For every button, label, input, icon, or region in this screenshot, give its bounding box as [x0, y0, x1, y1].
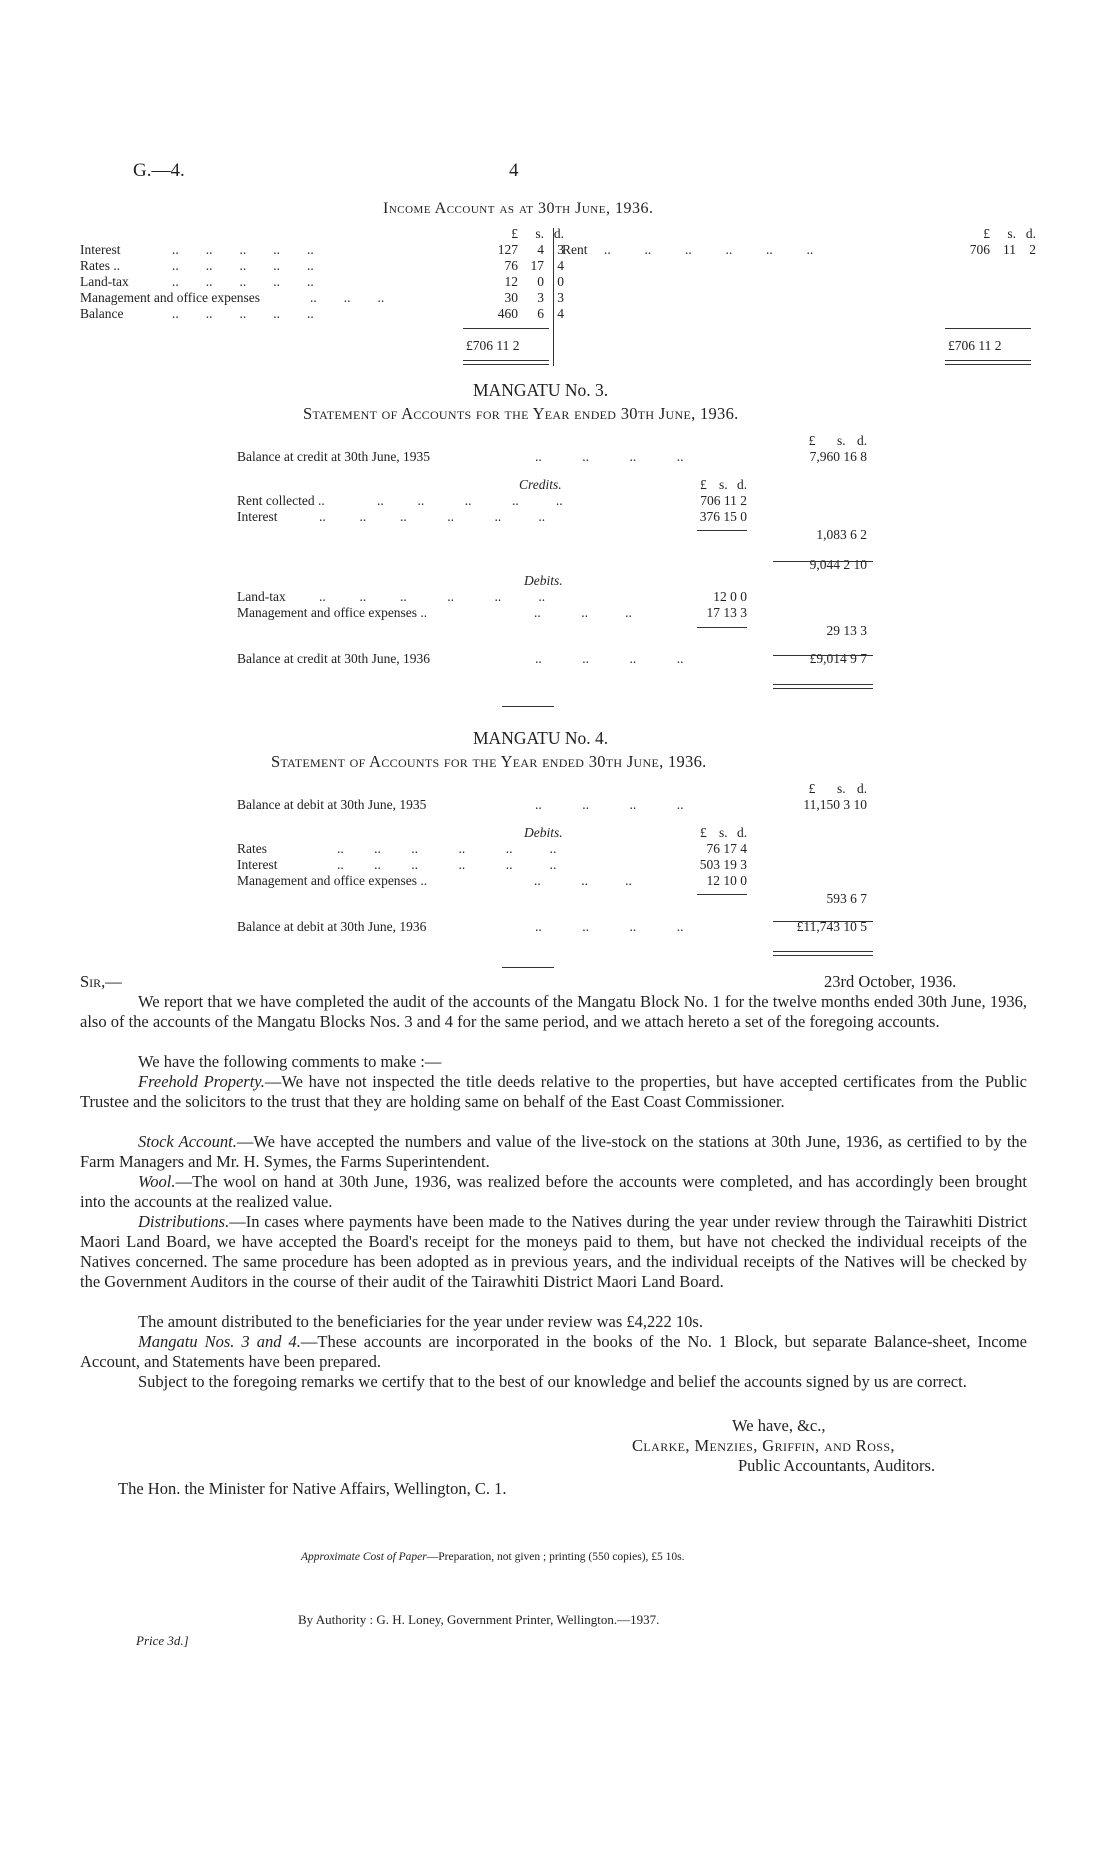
- row-label: Interest: [237, 509, 278, 524]
- double-rule: [945, 360, 1031, 365]
- amount: 12 10 0: [706, 873, 747, 888]
- income-account-debit-side: [80, 226, 564, 322]
- paragraph-heading: Wool.: [138, 1172, 176, 1191]
- amount: 17 13 3: [706, 605, 747, 620]
- mangatu3-heading: MANGATU No. 3.: [473, 380, 609, 400]
- amount: 7,960 16 8: [809, 449, 867, 464]
- row-label: Management and office expenses: [80, 290, 261, 305]
- page-number: 4: [509, 160, 519, 181]
- leader-dots: .. .. .. .. ..: [172, 274, 314, 289]
- double-rule: [773, 951, 873, 956]
- row-label: Rent: [562, 242, 588, 257]
- mangatu4-heading: MANGATU No. 4.: [473, 728, 609, 748]
- mangatu3-statement: [237, 433, 877, 667]
- mangatu3-subheading: Statement of Accounts for the Year ended 30th June, 1936.: [303, 404, 739, 423]
- salutation: Sir,—: [80, 972, 122, 991]
- mangatu4-subheading: Statement of Accounts for the Year ended 30th June, 1936.: [271, 752, 707, 771]
- mangatu4-statement: [237, 781, 877, 935]
- income-account-title: Income Account as at 30th June, 1936.: [383, 200, 654, 217]
- paragraph-amount: The amount distributed to the beneficiaries for the year under review was £4,222 10s.: [138, 1312, 703, 1331]
- amount: 706 11 2: [700, 493, 747, 508]
- paragraph-heading: Mangatu Nos. 3 and 4.: [138, 1332, 301, 1351]
- paragraph-heading: Distributions.: [138, 1212, 230, 1231]
- subtotal-row: [237, 557, 877, 573]
- debits-label: Debits.: [524, 825, 563, 840]
- leader-dots: .. .. ..: [534, 873, 632, 888]
- amount: 376 15 0: [699, 509, 747, 524]
- ledger-row: Management and office expenses .. .. .. 30 3 3: [80, 290, 564, 305]
- closing-phrase: We have, &c.,: [732, 1416, 826, 1435]
- debits-total: 593 6 7: [826, 891, 867, 906]
- row-label: Rates: [237, 841, 267, 856]
- double-rule: [773, 684, 873, 689]
- printer-authority: By Authority : G. H. Loney, Government Printer, Wellington.—1937.: [298, 1612, 660, 1627]
- paragraph-freehold: Freehold Property.—We have not inspected the title deeds relative to the properties, but have accepted certificates from the Public Trustee and the solicitors to the trust that they are holding same on behalf of the East Coast Commissioner.: [80, 1072, 1027, 1111]
- leader-dots: .. .. .. .. ..: [377, 493, 563, 508]
- column-headings: £ s. d.: [511, 226, 564, 241]
- debits-label-row: [237, 573, 877, 589]
- subtotal: 9,044 2 10: [809, 557, 867, 572]
- rule: [773, 655, 873, 656]
- column-headings: £ s. d.: [983, 226, 1036, 241]
- paragraph-comments: We have the following comments to make :—: [138, 1052, 442, 1071]
- leader-dots: .. .. .. .. ..: [172, 258, 314, 273]
- row-label: Balance at debit at 30th June, 1936: [237, 919, 427, 934]
- rule: [463, 328, 549, 329]
- signatories: Clarke, Menzies, Griffin, and Ross,: [632, 1436, 895, 1455]
- leader-dots: .. .. .. .. ..: [172, 242, 314, 257]
- amount: £11,743 10 5: [796, 919, 867, 934]
- section-separator: [502, 967, 554, 968]
- cost-note: [301, 1551, 685, 1563]
- rule: [697, 627, 747, 628]
- amount: 11,150 3 10: [803, 797, 867, 812]
- rule: [773, 561, 873, 562]
- leader-dots: .. .. .. .. .. ..: [604, 242, 814, 257]
- ledger-row: Interest .. .. .. .. .. 127 4 3: [80, 242, 564, 257]
- signatory-title: Public Accountants, Auditors.: [738, 1456, 936, 1475]
- letter-date: 23rd October, 1936.: [824, 972, 957, 991]
- rule: [697, 530, 747, 531]
- income-left-total: £706 11 2: [466, 338, 520, 353]
- credits-total-row: [237, 527, 877, 543]
- rule: [773, 921, 873, 922]
- ledger-row: [237, 605, 877, 621]
- column-headings: £ s. d.: [808, 781, 868, 796]
- leader-dots: .. .. .. ..: [535, 449, 684, 464]
- debits-total-row: [237, 623, 877, 639]
- debits-label-row: Debits. £ s. d.: [524, 825, 748, 840]
- row-label: Balance at credit at 30th June, 1935: [237, 449, 431, 464]
- leader-dots: .. .. ..: [534, 605, 632, 620]
- ledger-row: Land-tax .. .. .. .. .. 12 0 0: [80, 274, 564, 289]
- row-label: Interest: [237, 857, 278, 872]
- paragraph-mangatu: Mangatu Nos. 3 and 4.—These accounts are incorporated in the books of the No. 1 Block, but separate Balance-sheet, Income Account, and Statements have been prepared.: [80, 1332, 1028, 1371]
- row-label: Land-tax: [237, 589, 286, 604]
- rule: [945, 328, 1031, 329]
- addressee: The Hon. the Minister for Native Affairs, Wellington, C. 1.: [118, 1479, 507, 1498]
- leader-dots: .. .. .. .. .. ..: [337, 841, 557, 856]
- document-reference: G.—4.: [133, 160, 185, 181]
- income-account-credit-side: [562, 226, 1036, 258]
- double-rule: [463, 360, 549, 365]
- credits-total: 1,083 6 2: [816, 527, 867, 542]
- leader-dots: .. .. .. ..: [535, 651, 684, 666]
- closing-balance-row: [237, 651, 877, 667]
- row-label: Balance at debit at 30th June, 1935: [237, 797, 427, 812]
- row-label: Land-tax: [80, 274, 129, 289]
- row-label: Balance at credit at 30th June, 1936: [237, 651, 431, 666]
- paragraph-wool: Wool.—The wool on hand at 30th June, 1936, was realized before the accounts were completed, and has accordingly been brought into the accounts at the realized value.: [80, 1172, 1027, 1211]
- row-label: Rates ..: [80, 258, 121, 273]
- ledger-row: [237, 493, 877, 509]
- paragraph-heading: Freehold Property.: [138, 1072, 265, 1091]
- opening-balance-row: [237, 449, 877, 465]
- row-label: Balance: [80, 306, 124, 321]
- row-label: Rent collected ..: [237, 493, 325, 508]
- leader-dots: .. .. .. .. ..: [172, 306, 314, 321]
- opening-balance-row: [237, 797, 877, 813]
- price-note: Price 3d.]: [136, 1633, 189, 1648]
- cost-text: —Preparation, not given ; printing (550 copies), £5 10s.: [426, 1551, 685, 1563]
- paragraph-stock: Stock Account.—We have accepted the numbers and value of the live-stock on the stations at 30th June, 1936, as certified to by the Farm Managers and Mr. H. Symes, the Farms Superintendent.: [80, 1132, 1027, 1171]
- ledger-row: Rates .. .. .. .. .. .. 76 17 4: [80, 258, 564, 273]
- credits-label-row: Credits. £ s. d.: [519, 477, 748, 492]
- leader-dots: .. .. .. .. .. ..: [319, 509, 546, 524]
- credits-label: Credits.: [519, 477, 562, 492]
- leader-dots: .. .. .. .. .. ..: [319, 589, 546, 604]
- paragraph-heading: Stock Account.: [138, 1132, 237, 1151]
- paragraph-intro: We report that we have completed the audit of the accounts of the Mangatu Block No. 1 for the twelve months ended 30th June, 1936, also of the accounts of the Mangatu Blocks Nos. 3 and 4 for the same period, and we attach hereto a set of the foregoing accounts.: [80, 992, 1027, 1031]
- ledger-row: [237, 841, 877, 857]
- income-right-total: £706 11 2: [948, 338, 1002, 353]
- paragraph-certification: Subject to the foregoing remarks we certify that to the best of our knowledge and belief the accounts signed by us are correct.: [138, 1372, 967, 1391]
- debits-total: 29 13 3: [826, 623, 867, 638]
- debits-total-row: [237, 891, 877, 907]
- ledger-row: [237, 509, 877, 525]
- row-label: Management and office expenses ..: [237, 605, 428, 620]
- leader-dots: .. .. .. .. .. ..: [337, 857, 557, 872]
- debits-label: Debits.: [524, 573, 563, 588]
- leader-dots: .. .. .. ..: [535, 919, 684, 934]
- section-separator: [502, 706, 554, 707]
- row-label: Interest: [80, 242, 121, 257]
- amount: 12 0 0: [713, 589, 747, 604]
- ledger-row: Rent .. .. .. .. .. .. 706 11 2: [562, 242, 1036, 257]
- paragraph-distributions: Distributions.—In cases where payments have been made to the Natives during the year under review through the Tairawhiti District Maori Land Board, we have accepted the Board's receipt for the moneys paid to them, but have not checked the individual receipts of the Natives concerned. The same procedure has been adopted as in previous years, and the individual receipts of the Natives will be checked by the Government Auditors in the course of their audit of the Tairawhiti District Maori Land Board.: [80, 1212, 1027, 1291]
- row-label: Management and office expenses ..: [237, 873, 428, 888]
- column-headings: £ s. d.: [808, 433, 868, 448]
- amount: £9,014 9 7: [809, 651, 867, 666]
- cost-label: Approximate Cost of Paper: [301, 1551, 427, 1563]
- amount: 503 19 3: [699, 857, 747, 872]
- ledger-row: [237, 873, 877, 889]
- amount: 76 17 4: [706, 841, 747, 856]
- leader-dots: .. .. ..: [310, 290, 385, 305]
- rule: [697, 894, 747, 895]
- column-divider: [553, 228, 554, 366]
- leader-dots: .. .. .. ..: [535, 797, 684, 812]
- ledger-row: [237, 589, 877, 605]
- ledger-row: Balance .. .. .. .. .. 460 6 4: [80, 306, 564, 321]
- ledger-row: [237, 857, 877, 873]
